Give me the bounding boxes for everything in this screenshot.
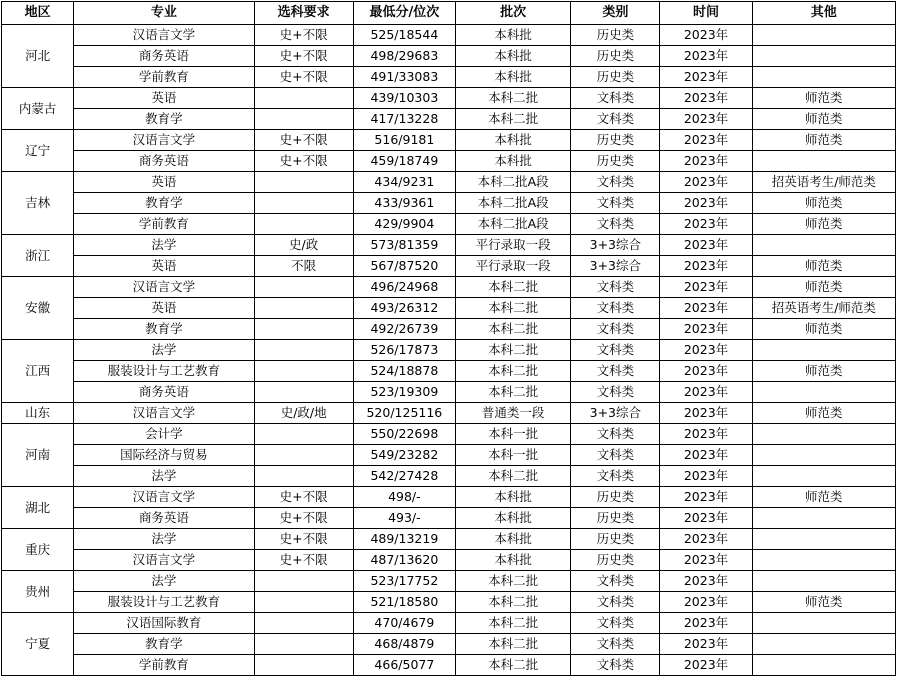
cell-min-score-rank: 567/87520 [353,256,455,277]
cell-category: 历史类 [571,508,660,529]
cell-min-score-rank: 525/18544 [353,25,455,46]
cell-batch: 本科一批 [455,445,570,466]
cell-subject-requirement: 史+不限 [254,25,353,46]
cell-batch: 本科批 [455,25,570,46]
cell-major: 法学 [74,529,254,550]
cell-other: 师范类 [752,319,895,340]
cell-time: 2023年 [660,67,752,88]
cell-subject-requirement [254,613,353,634]
cell-category: 文科类 [571,466,660,487]
cell-category: 文科类 [571,214,660,235]
cell-time: 2023年 [660,340,752,361]
cell-min-score-rank: 521/18580 [353,592,455,613]
cell-min-score-rank: 429/9904 [353,214,455,235]
cell-other [752,466,895,487]
cell-min-score-rank: 524/18878 [353,361,455,382]
cell-major: 英语 [74,298,254,319]
cell-subject-requirement [254,424,353,445]
cell-subject-requirement [254,340,353,361]
cell-time: 2023年 [660,88,752,109]
table-row [2,403,896,424]
cell-major: 教育学 [74,193,254,214]
cell-min-score-rank: 468/4879 [353,634,455,655]
cell-time: 2023年 [660,655,752,676]
cell-region: 山东 [2,403,74,424]
cell-other: 师范类 [752,256,895,277]
cell-min-score-rank: 523/17752 [353,571,455,592]
cell-batch: 本科二批 [455,340,570,361]
cell-category: 历史类 [571,529,660,550]
cell-other [752,424,895,445]
cell-batch: 本科二批 [455,382,570,403]
cell-major: 汉语言文学 [74,130,254,151]
cell-subject-requirement [254,214,353,235]
cell-time: 2023年 [660,109,752,130]
cell-major: 服装设计与工艺教育 [74,592,254,613]
cell-other: 师范类 [752,361,895,382]
table-row [2,193,896,214]
cell-category: 文科类 [571,613,660,634]
cell-min-score-rank: 491/33083 [353,67,455,88]
cell-subject-requirement: 不限 [254,256,353,277]
table-row [2,109,896,130]
cell-batch: 本科二批A段 [455,172,570,193]
cell-region: 宁夏 [2,613,74,676]
cell-region: 贵州 [2,571,74,613]
cell-time: 2023年 [660,46,752,67]
cell-category: 文科类 [571,88,660,109]
cell-batch: 本科二批A段 [455,193,570,214]
cell-min-score-rank: 489/13219 [353,529,455,550]
cell-time: 2023年 [660,361,752,382]
cell-batch: 本科二批 [455,655,570,676]
cell-region: 辽宁 [2,130,74,172]
cell-subject-requirement: 史+不限 [254,67,353,88]
table-row [2,67,896,88]
cell-category: 文科类 [571,361,660,382]
cell-subject-requirement: 史/政/地 [254,403,353,424]
cell-time: 2023年 [660,319,752,340]
table-row [2,235,896,256]
cell-other: 招英语考生/师范类 [752,298,895,319]
cell-other: 师范类 [752,88,895,109]
cell-major: 汉语国际教育 [74,613,254,634]
cell-other: 师范类 [752,403,895,424]
column-header-subject-requirement: 选科要求 [254,2,353,25]
cell-time: 2023年 [660,529,752,550]
cell-subject-requirement [254,655,353,676]
cell-subject-requirement: 史+不限 [254,130,353,151]
cell-category: 文科类 [571,298,660,319]
cell-region: 河北 [2,25,74,88]
cell-region: 重庆 [2,529,74,571]
cell-batch: 本科批 [455,130,570,151]
table-row [2,571,896,592]
cell-category: 历史类 [571,550,660,571]
cell-batch: 本科二批 [455,466,570,487]
cell-batch: 本科二批 [455,277,570,298]
cell-min-score-rank: 573/81359 [353,235,455,256]
cell-major: 汉语言文学 [74,277,254,298]
table-row [2,46,896,67]
table-row [2,550,896,571]
cell-category: 历史类 [571,487,660,508]
cell-time: 2023年 [660,151,752,172]
cell-time: 2023年 [660,466,752,487]
table-row [2,634,896,655]
cell-region: 江西 [2,340,74,403]
cell-min-score-rank: 520/125116 [353,403,455,424]
cell-subject-requirement [254,172,353,193]
cell-subject-requirement [254,193,353,214]
cell-major: 汉语言文学 [74,25,254,46]
cell-subject-requirement [254,109,353,130]
table-row [2,151,896,172]
cell-other [752,151,895,172]
cell-subject-requirement [254,382,353,403]
cell-category: 文科类 [571,277,660,298]
cell-major: 商务英语 [74,151,254,172]
cell-min-score-rank: 439/10303 [353,88,455,109]
cell-batch: 本科批 [455,529,570,550]
cell-region: 吉林 [2,172,74,235]
cell-major: 学前教育 [74,67,254,88]
cell-category: 文科类 [571,193,660,214]
cell-subject-requirement: 史+不限 [254,508,353,529]
cell-other: 师范类 [752,277,895,298]
table-row [2,445,896,466]
column-header-region: 地区 [2,2,74,25]
cell-major: 商务英语 [74,46,254,67]
cell-category: 文科类 [571,655,660,676]
cell-batch: 本科批 [455,67,570,88]
cell-subject-requirement: 史+不限 [254,550,353,571]
cell-subject-requirement [254,298,353,319]
cell-min-score-rank: 433/9361 [353,193,455,214]
cell-time: 2023年 [660,172,752,193]
cell-batch: 本科二批A段 [455,214,570,235]
cell-time: 2023年 [660,445,752,466]
cell-subject-requirement [254,88,353,109]
cell-region: 安徽 [2,277,74,340]
cell-batch: 本科二批 [455,634,570,655]
table-row [2,508,896,529]
cell-category: 文科类 [571,592,660,613]
cell-time: 2023年 [660,424,752,445]
cell-category: 文科类 [571,424,660,445]
column-header-category: 类别 [571,2,660,25]
cell-batch: 本科二批 [455,571,570,592]
cell-time: 2023年 [660,571,752,592]
cell-batch: 本科批 [455,151,570,172]
table-row [2,592,896,613]
cell-subject-requirement [254,571,353,592]
cell-time: 2023年 [660,550,752,571]
cell-major: 法学 [74,235,254,256]
cell-other: 师范类 [752,109,895,130]
cell-other [752,529,895,550]
cell-region: 湖北 [2,487,74,529]
table-row [2,172,896,193]
cell-batch: 本科二批 [455,88,570,109]
cell-min-score-rank: 549/23282 [353,445,455,466]
table-row [2,466,896,487]
cell-major: 法学 [74,466,254,487]
cell-min-score-rank: 493/- [353,508,455,529]
table-row [2,214,896,235]
table-row [2,529,896,550]
cell-category: 3+3综合 [571,235,660,256]
cell-subject-requirement: 史+不限 [254,151,353,172]
column-header-major: 专业 [74,2,254,25]
table-row [2,298,896,319]
cell-other [752,382,895,403]
cell-min-score-rank: 550/22698 [353,424,455,445]
cell-time: 2023年 [660,487,752,508]
cell-major: 国际经济与贸易 [74,445,254,466]
cell-batch: 本科二批 [455,319,570,340]
cell-other: 师范类 [752,193,895,214]
cell-time: 2023年 [660,193,752,214]
column-header-min-score-rank: 最低分/位次 [353,2,455,25]
cell-category: 3+3综合 [571,256,660,277]
cell-category: 文科类 [571,340,660,361]
cell-other [752,340,895,361]
cell-time: 2023年 [660,235,752,256]
cell-category: 文科类 [571,445,660,466]
column-header-batch: 批次 [455,2,570,25]
cell-major: 汉语言文学 [74,550,254,571]
cell-category: 文科类 [571,319,660,340]
cell-time: 2023年 [660,508,752,529]
cell-other [752,655,895,676]
cell-min-score-rank: 516/9181 [353,130,455,151]
cell-subject-requirement: 史+不限 [254,46,353,67]
cell-min-score-rank: 492/26739 [353,319,455,340]
cell-category: 文科类 [571,634,660,655]
table-row [2,277,896,298]
cell-major: 教育学 [74,109,254,130]
cell-major: 教育学 [74,634,254,655]
cell-batch: 本科二批 [455,109,570,130]
cell-category: 历史类 [571,46,660,67]
cell-major: 英语 [74,172,254,193]
cell-time: 2023年 [660,634,752,655]
cell-other: 招英语考生/师范类 [752,172,895,193]
cell-major: 英语 [74,256,254,277]
cell-category: 文科类 [571,172,660,193]
cell-time: 2023年 [660,298,752,319]
cell-major: 学前教育 [74,655,254,676]
table-row [2,655,896,676]
cell-major: 商务英语 [74,508,254,529]
cell-min-score-rank: 496/24968 [353,277,455,298]
cell-min-score-rank: 417/13228 [353,109,455,130]
cell-major: 商务英语 [74,382,254,403]
cell-min-score-rank: 523/19309 [353,382,455,403]
cell-category: 历史类 [571,151,660,172]
table-row [2,382,896,403]
cell-region: 内蒙古 [2,88,74,130]
cell-min-score-rank: 470/4679 [353,613,455,634]
cell-other [752,67,895,88]
cell-subject-requirement [254,277,353,298]
cell-category: 3+3综合 [571,403,660,424]
cell-subject-requirement [254,634,353,655]
cell-category: 文科类 [571,382,660,403]
cell-min-score-rank: 487/13620 [353,550,455,571]
cell-category: 历史类 [571,130,660,151]
cell-category: 文科类 [571,109,660,130]
cell-other [752,634,895,655]
cell-other [752,613,895,634]
cell-min-score-rank: 498/29683 [353,46,455,67]
cell-major: 法学 [74,340,254,361]
cell-major: 服装设计与工艺教育 [74,361,254,382]
table-row [2,256,896,277]
cell-batch: 本科二批 [455,298,570,319]
cell-subject-requirement: 史+不限 [254,487,353,508]
cell-batch: 平行录取一段 [455,256,570,277]
cell-batch: 平行录取一段 [455,235,570,256]
cell-other [752,46,895,67]
cell-other [752,25,895,46]
cell-subject-requirement [254,466,353,487]
cell-subject-requirement: 史+不限 [254,529,353,550]
cell-region: 河南 [2,424,74,487]
cell-other: 师范类 [752,592,895,613]
cell-category: 文科类 [571,571,660,592]
cell-subject-requirement [254,445,353,466]
cell-subject-requirement [254,319,353,340]
cell-category: 历史类 [571,25,660,46]
table-body [2,25,896,676]
cell-min-score-rank: 466/5077 [353,655,455,676]
cell-min-score-rank: 459/18749 [353,151,455,172]
cell-time: 2023年 [660,382,752,403]
cell-major: 法学 [74,571,254,592]
cell-category: 历史类 [571,67,660,88]
cell-batch: 本科批 [455,550,570,571]
cell-other [752,571,895,592]
table-row [2,88,896,109]
cell-batch: 本科一批 [455,424,570,445]
cell-min-score-rank: 526/17873 [353,340,455,361]
cell-min-score-rank: 434/9231 [353,172,455,193]
cell-other [752,445,895,466]
cell-major: 学前教育 [74,214,254,235]
cell-batch: 本科二批 [455,613,570,634]
cell-other: 师范类 [752,214,895,235]
column-header-time: 时间 [660,2,752,25]
cell-major: 会计学 [74,424,254,445]
cell-subject-requirement [254,592,353,613]
cell-batch: 本科批 [455,487,570,508]
cell-other: 师范类 [752,130,895,151]
cell-time: 2023年 [660,403,752,424]
cell-other [752,235,895,256]
cell-batch: 本科批 [455,508,570,529]
cell-time: 2023年 [660,592,752,613]
cell-time: 2023年 [660,256,752,277]
cell-other [752,508,895,529]
table-row [2,487,896,508]
cell-time: 2023年 [660,25,752,46]
cell-time: 2023年 [660,613,752,634]
cell-min-score-rank: 542/27428 [353,466,455,487]
table-row [2,25,896,46]
cell-min-score-rank: 493/26312 [353,298,455,319]
cell-batch: 普通类一段 [455,403,570,424]
cell-major: 汉语言文学 [74,403,254,424]
table-row [2,424,896,445]
table-row [2,130,896,151]
cell-batch: 本科二批 [455,592,570,613]
cell-major: 教育学 [74,319,254,340]
cell-subject-requirement: 史/政 [254,235,353,256]
table-row [2,613,896,634]
table-header-row [2,2,896,25]
cell-time: 2023年 [660,130,752,151]
cell-major: 汉语言文学 [74,487,254,508]
cell-time: 2023年 [660,214,752,235]
column-header-other: 其他 [752,2,895,25]
cell-time: 2023年 [660,277,752,298]
table-row [2,361,896,382]
cell-subject-requirement [254,361,353,382]
cell-major: 英语 [74,88,254,109]
cell-other: 师范类 [752,487,895,508]
cell-other [752,550,895,571]
table-row [2,340,896,361]
table-header [2,2,896,25]
cell-batch: 本科二批 [455,361,570,382]
cell-region: 浙江 [2,235,74,277]
cell-batch: 本科批 [455,46,570,67]
table-row [2,319,896,340]
cell-min-score-rank: 498/- [353,487,455,508]
admissions-score-table [1,1,896,676]
